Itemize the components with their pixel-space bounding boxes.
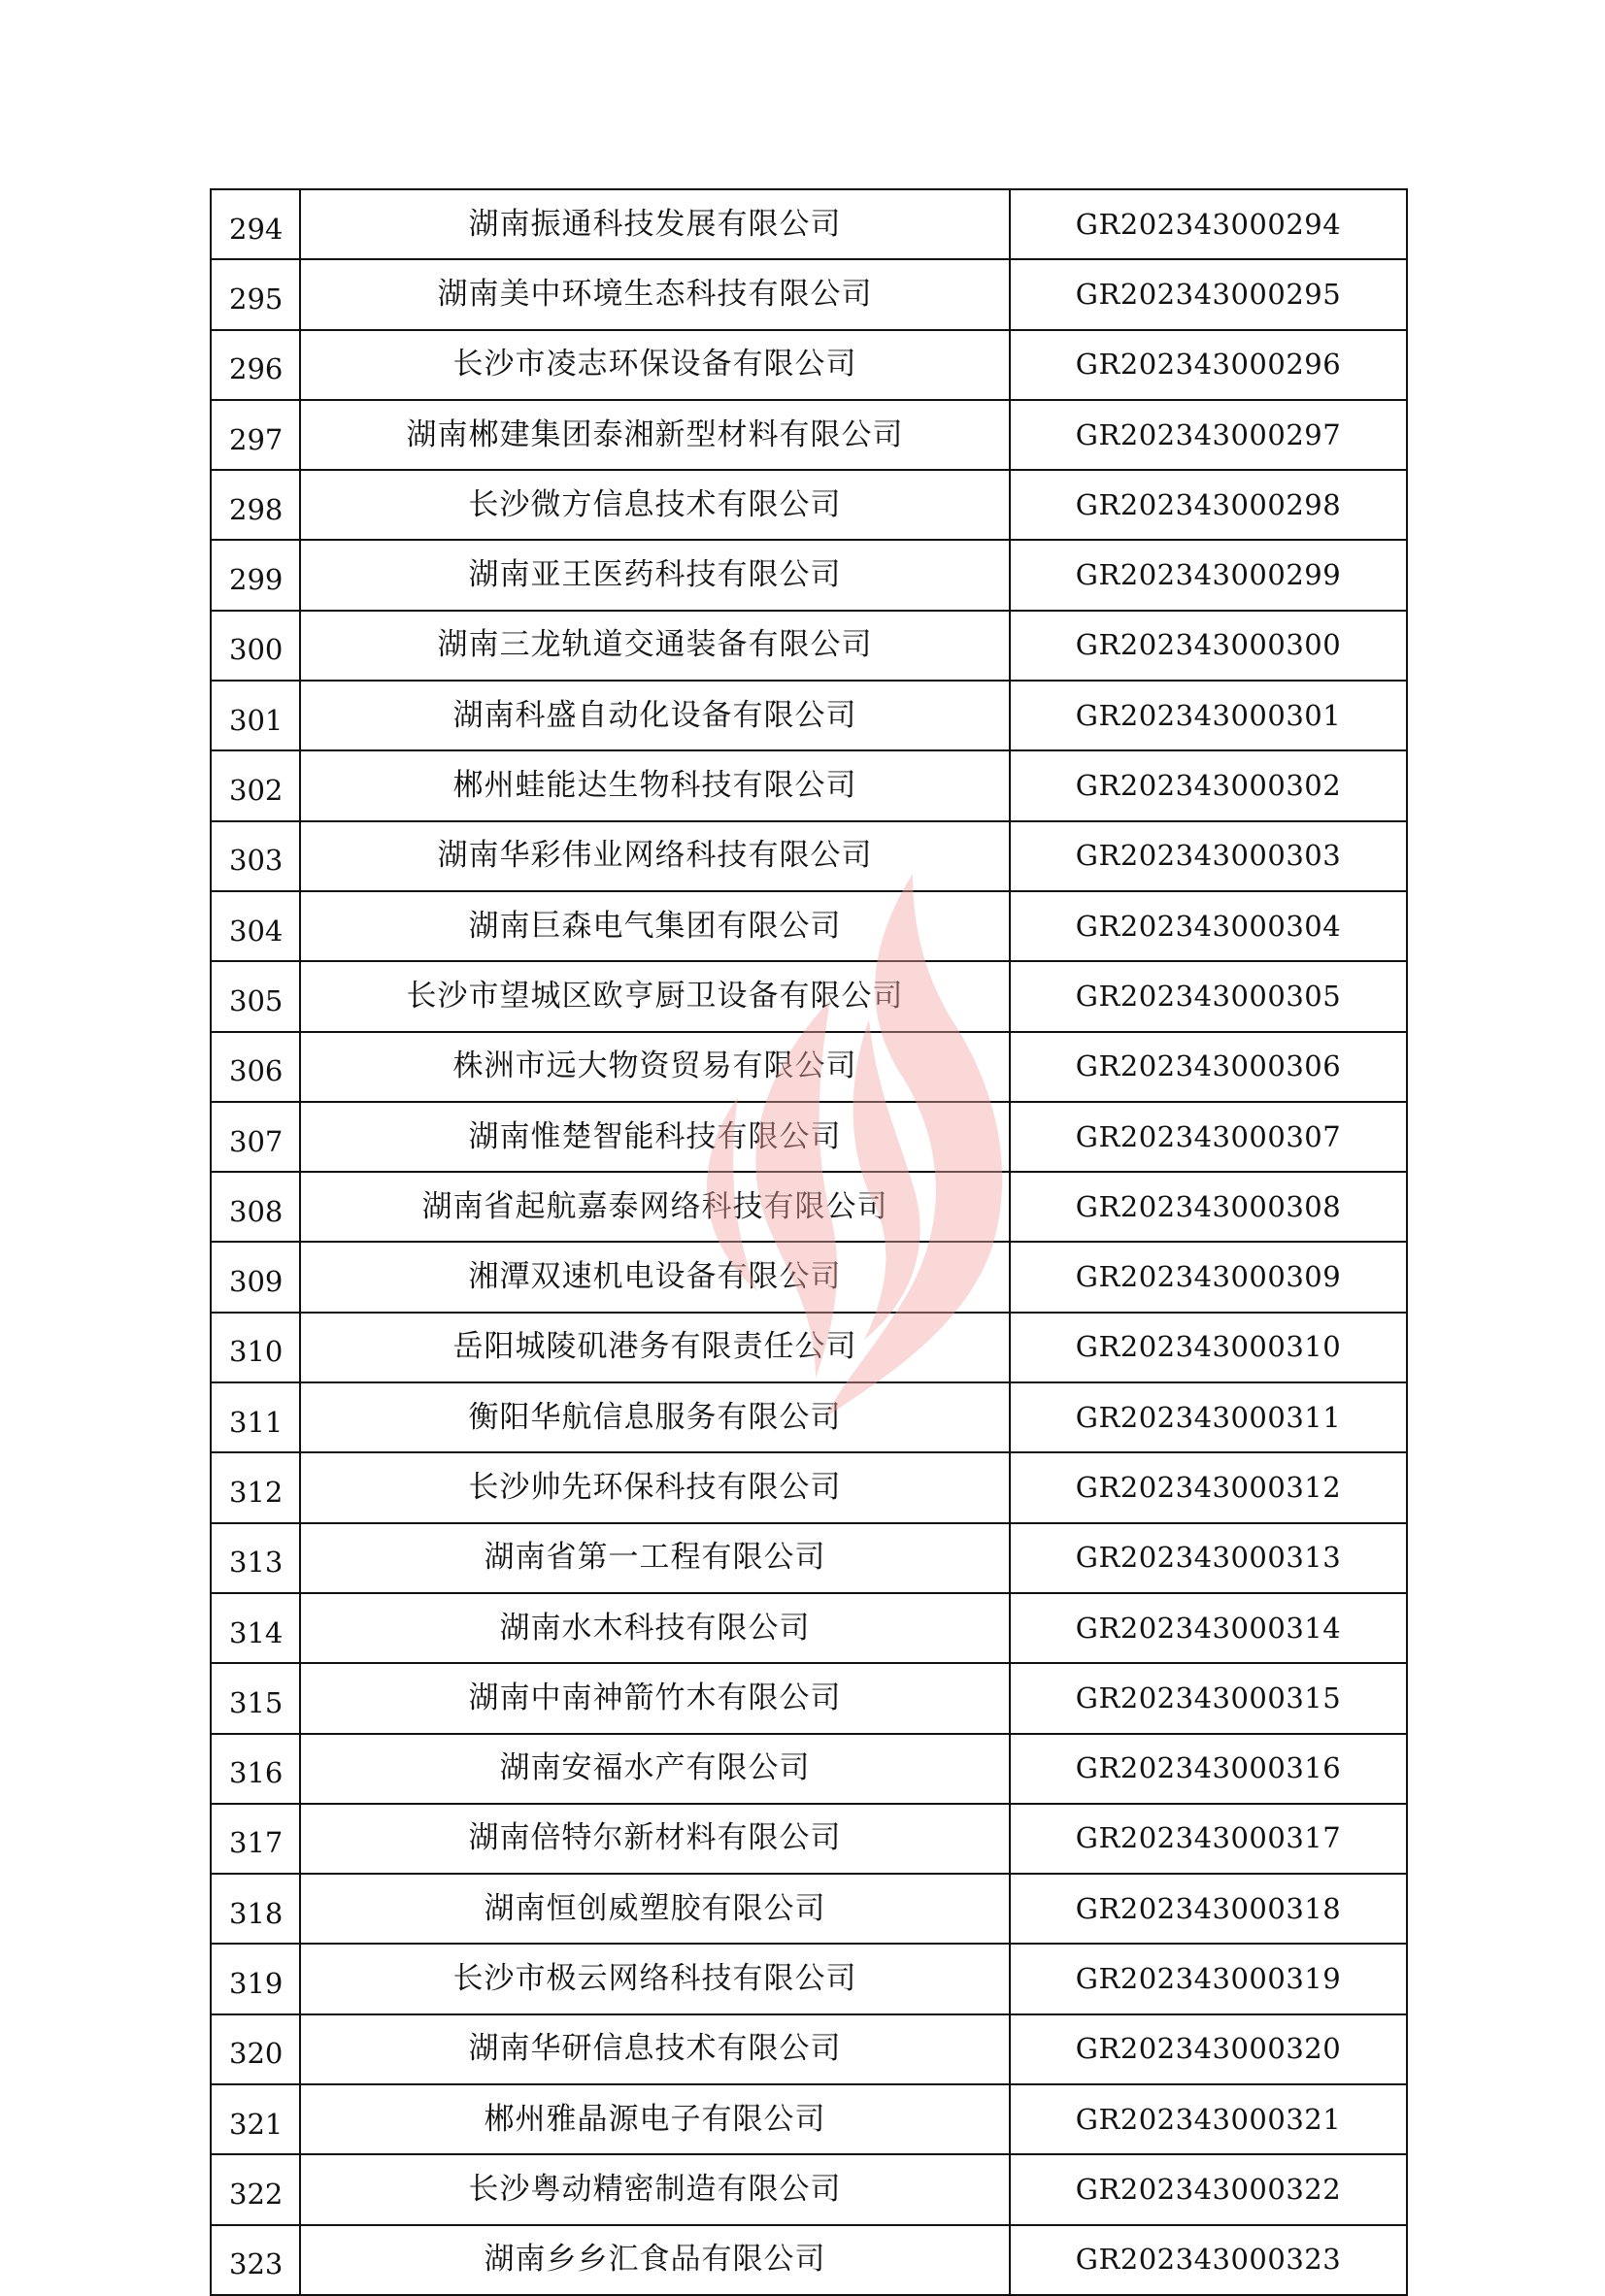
certificate-number: GR202343000298 xyxy=(1010,470,1407,540)
company-name: 湖南惟楚智能科技有限公司 xyxy=(300,1102,1010,1172)
table-row xyxy=(211,821,1407,891)
certificate-number: GR202343000302 xyxy=(1010,750,1407,820)
row-number: 321 xyxy=(211,2084,300,2154)
company-name: 湖南恒创威塑胶有限公司 xyxy=(300,1874,1010,1944)
company-name: 湖南科盛自动化设备有限公司 xyxy=(300,681,1010,750)
company-name: 湖南安福水产有限公司 xyxy=(300,1734,1010,1804)
table-row xyxy=(211,1032,1407,1102)
certificate-number: GR202343000308 xyxy=(1010,1172,1407,1242)
table-row xyxy=(211,1734,1407,1804)
table-row xyxy=(211,470,1407,540)
company-name: 湖南巨森电气集团有限公司 xyxy=(300,891,1010,961)
company-name: 湖南华研信息技术有限公司 xyxy=(300,2014,1010,2084)
certificate-number: GR202343000296 xyxy=(1010,330,1407,400)
company-name: 湖南乡乡汇食品有限公司 xyxy=(300,2225,1010,2295)
table-row xyxy=(211,891,1407,961)
row-number: 298 xyxy=(211,470,300,540)
table-row xyxy=(211,1593,1407,1663)
row-number: 299 xyxy=(211,540,300,610)
row-number: 316 xyxy=(211,1734,300,1804)
row-number: 294 xyxy=(211,189,300,259)
row-number: 318 xyxy=(211,1874,300,1944)
row-number: 312 xyxy=(211,1452,300,1522)
row-number: 295 xyxy=(211,259,300,329)
company-list-table xyxy=(210,188,1408,2296)
row-number: 310 xyxy=(211,1313,300,1382)
row-number: 308 xyxy=(211,1172,300,1242)
table-row xyxy=(211,2014,1407,2084)
row-number: 320 xyxy=(211,2014,300,2084)
table-row xyxy=(211,1874,1407,1944)
row-number: 313 xyxy=(211,1523,300,1593)
row-number: 297 xyxy=(211,400,300,470)
certificate-number: GR202343000297 xyxy=(1010,400,1407,470)
company-name: 衡阳华航信息服务有限公司 xyxy=(300,1382,1010,1452)
certificate-number: GR202343000312 xyxy=(1010,1452,1407,1522)
row-number: 315 xyxy=(211,1663,300,1733)
row-number: 301 xyxy=(211,681,300,750)
certificate-number: GR202343000300 xyxy=(1010,611,1407,681)
certificate-number: GR202343000305 xyxy=(1010,961,1407,1031)
table-row xyxy=(211,1313,1407,1382)
row-number: 323 xyxy=(211,2225,300,2295)
certificate-number: GR202343000318 xyxy=(1010,1874,1407,1944)
table-row xyxy=(211,540,1407,610)
table-row xyxy=(211,611,1407,681)
certificate-number: GR202343000295 xyxy=(1010,259,1407,329)
certificate-number: GR202343000320 xyxy=(1010,2014,1407,2084)
company-name: 湘潭双速机电设备有限公司 xyxy=(300,1242,1010,1312)
certificate-number: GR202343000309 xyxy=(1010,1242,1407,1312)
certificate-number: GR202343000294 xyxy=(1010,189,1407,259)
company-name: 郴州雅晶源电子有限公司 xyxy=(300,2084,1010,2154)
table-row xyxy=(211,961,1407,1031)
table-row xyxy=(211,1663,1407,1733)
table-row xyxy=(211,1102,1407,1172)
certificate-number: GR202343000304 xyxy=(1010,891,1407,961)
certificate-number: GR202343000323 xyxy=(1010,2225,1407,2295)
certificate-number: GR202343000311 xyxy=(1010,1382,1407,1452)
table-row xyxy=(211,1804,1407,1874)
certificate-number: GR202343000301 xyxy=(1010,681,1407,750)
row-number: 322 xyxy=(211,2154,300,2224)
company-name: 湖南华彩伟业网络科技有限公司 xyxy=(300,821,1010,891)
certificate-number: GR202343000314 xyxy=(1010,1593,1407,1663)
table-row xyxy=(211,2225,1407,2295)
company-name: 湖南水木科技有限公司 xyxy=(300,1593,1010,1663)
table-row xyxy=(211,189,1407,259)
row-number: 296 xyxy=(211,330,300,400)
table-body xyxy=(211,189,1407,2295)
company-name: 湖南郴建集团泰湘新型材料有限公司 xyxy=(300,400,1010,470)
row-number: 311 xyxy=(211,1382,300,1452)
company-name: 湖南美中环境生态科技有限公司 xyxy=(300,259,1010,329)
company-name: 湖南振通科技发展有限公司 xyxy=(300,189,1010,259)
company-name: 湖南省起航嘉泰网络科技有限公司 xyxy=(300,1172,1010,1242)
certificate-number: GR202343000303 xyxy=(1010,821,1407,891)
table-row xyxy=(211,1452,1407,1522)
company-name: 郴州蛙能达生物科技有限公司 xyxy=(300,750,1010,820)
company-name: 湖南亚王医药科技有限公司 xyxy=(300,540,1010,610)
certificate-number: GR202343000315 xyxy=(1010,1663,1407,1733)
row-number: 302 xyxy=(211,750,300,820)
row-number: 303 xyxy=(211,821,300,891)
row-number: 304 xyxy=(211,891,300,961)
table-row xyxy=(211,259,1407,329)
row-number: 319 xyxy=(211,1944,300,2013)
table-row xyxy=(211,2084,1407,2154)
company-name: 湖南中南神箭竹木有限公司 xyxy=(300,1663,1010,1733)
certificate-number: GR202343000313 xyxy=(1010,1523,1407,1593)
row-number: 306 xyxy=(211,1032,300,1102)
table-row xyxy=(211,1242,1407,1312)
company-name: 株洲市远大物资贸易有限公司 xyxy=(300,1032,1010,1102)
row-number: 309 xyxy=(211,1242,300,1312)
row-number: 300 xyxy=(211,611,300,681)
certificate-number: GR202343000319 xyxy=(1010,1944,1407,2013)
certificate-number: GR202343000299 xyxy=(1010,540,1407,610)
certificate-number: GR202343000306 xyxy=(1010,1032,1407,1102)
row-number: 317 xyxy=(211,1804,300,1874)
table-row xyxy=(211,1523,1407,1593)
table-row xyxy=(211,330,1407,400)
company-name: 长沙微方信息技术有限公司 xyxy=(300,470,1010,540)
table-row xyxy=(211,681,1407,750)
company-name: 长沙市凌志环保设备有限公司 xyxy=(300,330,1010,400)
table-row xyxy=(211,1944,1407,2013)
row-number: 307 xyxy=(211,1102,300,1172)
company-name: 长沙市望城区欧亨厨卫设备有限公司 xyxy=(300,961,1010,1031)
company-name: 长沙帅先环保科技有限公司 xyxy=(300,1452,1010,1522)
row-number: 305 xyxy=(211,961,300,1031)
certificate-number: GR202343000322 xyxy=(1010,2154,1407,2224)
company-name: 湖南省第一工程有限公司 xyxy=(300,1523,1010,1593)
certificate-number: GR202343000307 xyxy=(1010,1102,1407,1172)
company-name: 岳阳城陵矶港务有限责任公司 xyxy=(300,1313,1010,1382)
company-name: 长沙粤动精密制造有限公司 xyxy=(300,2154,1010,2224)
table-row xyxy=(211,1172,1407,1242)
certificate-number: GR202343000317 xyxy=(1010,1804,1407,1874)
certificate-number: GR202343000310 xyxy=(1010,1313,1407,1382)
table-row xyxy=(211,400,1407,470)
table-row xyxy=(211,750,1407,820)
certificate-number: GR202343000321 xyxy=(1010,2084,1407,2154)
company-name: 湖南三龙轨道交通装备有限公司 xyxy=(300,611,1010,681)
table-row xyxy=(211,2154,1407,2224)
table-row xyxy=(211,1382,1407,1452)
company-name: 湖南倍特尔新材料有限公司 xyxy=(300,1804,1010,1874)
company-name: 长沙市极云网络科技有限公司 xyxy=(300,1944,1010,2013)
certificate-number: GR202343000316 xyxy=(1010,1734,1407,1804)
row-number: 314 xyxy=(211,1593,300,1663)
